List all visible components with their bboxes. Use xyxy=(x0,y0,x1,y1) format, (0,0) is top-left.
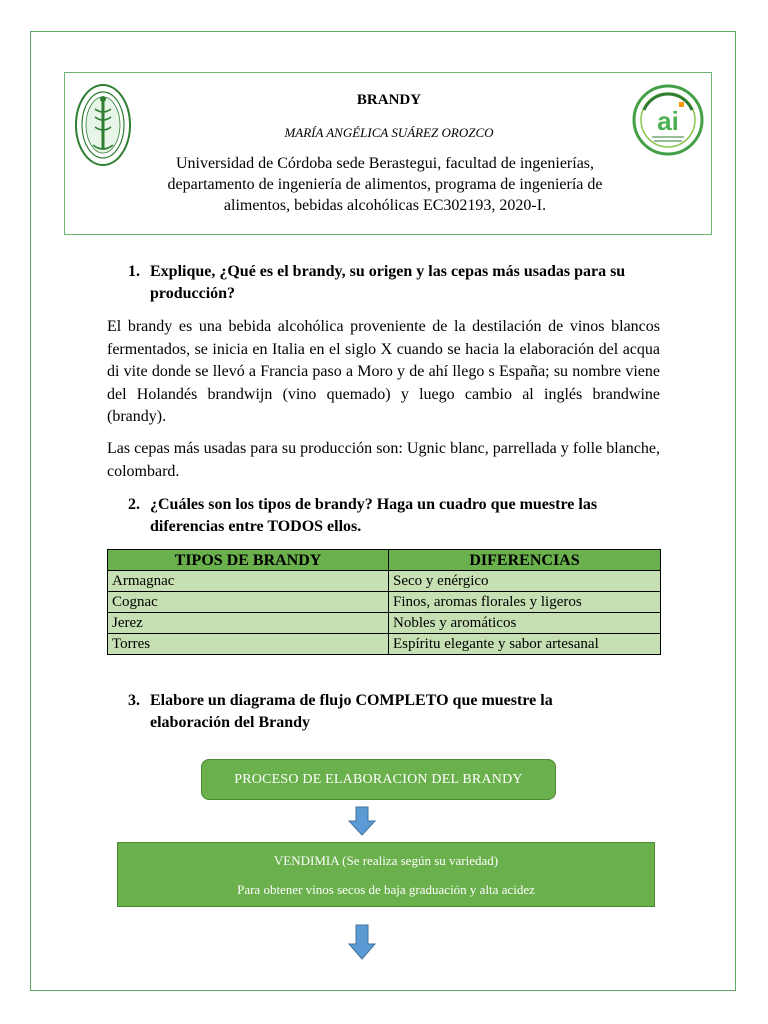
answer-1-paragraph-1: El brandy es una bebida alcohólica proveniente de la destilación de vinos blancos fermentados, se inicia en Italia en el siglo X cuando se hacia la elaboración del acqua di vite donde se llevó a Francia paso a Moro y de ahí llego s España; su nombre viene del Holandés brandwijn (vino quemado) y luego cambio al inglés brandwine (brandy). xyxy=(107,318,660,425)
svg-text:ai: ai xyxy=(657,106,679,136)
table-cell: Armagnac xyxy=(108,571,389,592)
flowchart-step-title: VENDIMIA (Se realiza según su variedad) xyxy=(273,853,499,868)
table-cell: Torres xyxy=(108,634,389,655)
question-1 xyxy=(128,261,668,305)
table-row xyxy=(108,571,661,592)
affiliation-text: Universidad de Córdoba sede Berastegui, facultad de ingenierías, departamento de ingeniería de alimentos, programa de ingeniería de alimentos, bebidas alcohólicas EC302193, 2020-I. xyxy=(167,155,603,214)
table-cell: Nobles y aromáticos xyxy=(389,613,661,634)
table-header-row xyxy=(108,550,661,571)
document-header xyxy=(64,72,712,235)
table-row xyxy=(108,613,661,634)
table-cell: Espíritu elegante y sabor artesanal xyxy=(389,634,661,655)
table-row xyxy=(108,634,661,655)
question-number: 1. xyxy=(128,263,140,280)
question-number: 3. xyxy=(128,692,140,709)
table-cell: Seco y enérgico xyxy=(389,571,661,592)
arrow-down-icon xyxy=(348,924,376,960)
question-text: Elabore un diagrama de flujo COMPLETO que muestre la elaboración del Brandy xyxy=(150,692,553,731)
question-text: Explique, ¿Qué es el brandy, su origen y las cepas más usadas para su producción? xyxy=(150,263,626,302)
flowchart-step-description: Para obtener vinos secos de baja graduación y alta acidez xyxy=(237,882,535,897)
author-name: MARÍA ANGÉLICA SUÁREZ OROZCO xyxy=(284,125,494,140)
document-title: BRANDY xyxy=(356,92,422,108)
table-header-cell: TIPOS DE BRANDY xyxy=(108,550,389,571)
question-text: ¿Cuáles son los tipos de brandy? Haga un cuadro que muestre las diferencias entre TODOS ellos. xyxy=(150,496,598,535)
table-row xyxy=(108,592,661,613)
question-number: 2. xyxy=(128,496,140,513)
table-cell: Finos, aromas florales y ligeros xyxy=(389,592,661,613)
table-cell: Jerez xyxy=(108,613,389,634)
flowchart-step-vendimia xyxy=(117,842,655,907)
flowchart-title-box: PROCESO DE ELABORACION DEL BRANDY xyxy=(201,759,556,800)
arrow-down-icon xyxy=(348,806,376,836)
table-cell: Cognac xyxy=(108,592,389,613)
brandy-types-table xyxy=(107,549,661,655)
question-2 xyxy=(128,494,668,538)
table-header-cell: DIFERENCIAS xyxy=(389,550,661,571)
question-3 xyxy=(128,690,668,734)
answer-1-paragraph-2: Las cepas más usadas para su producción son: Ugnic blanc, parrellada y folle blanche, colombard. xyxy=(107,440,660,480)
